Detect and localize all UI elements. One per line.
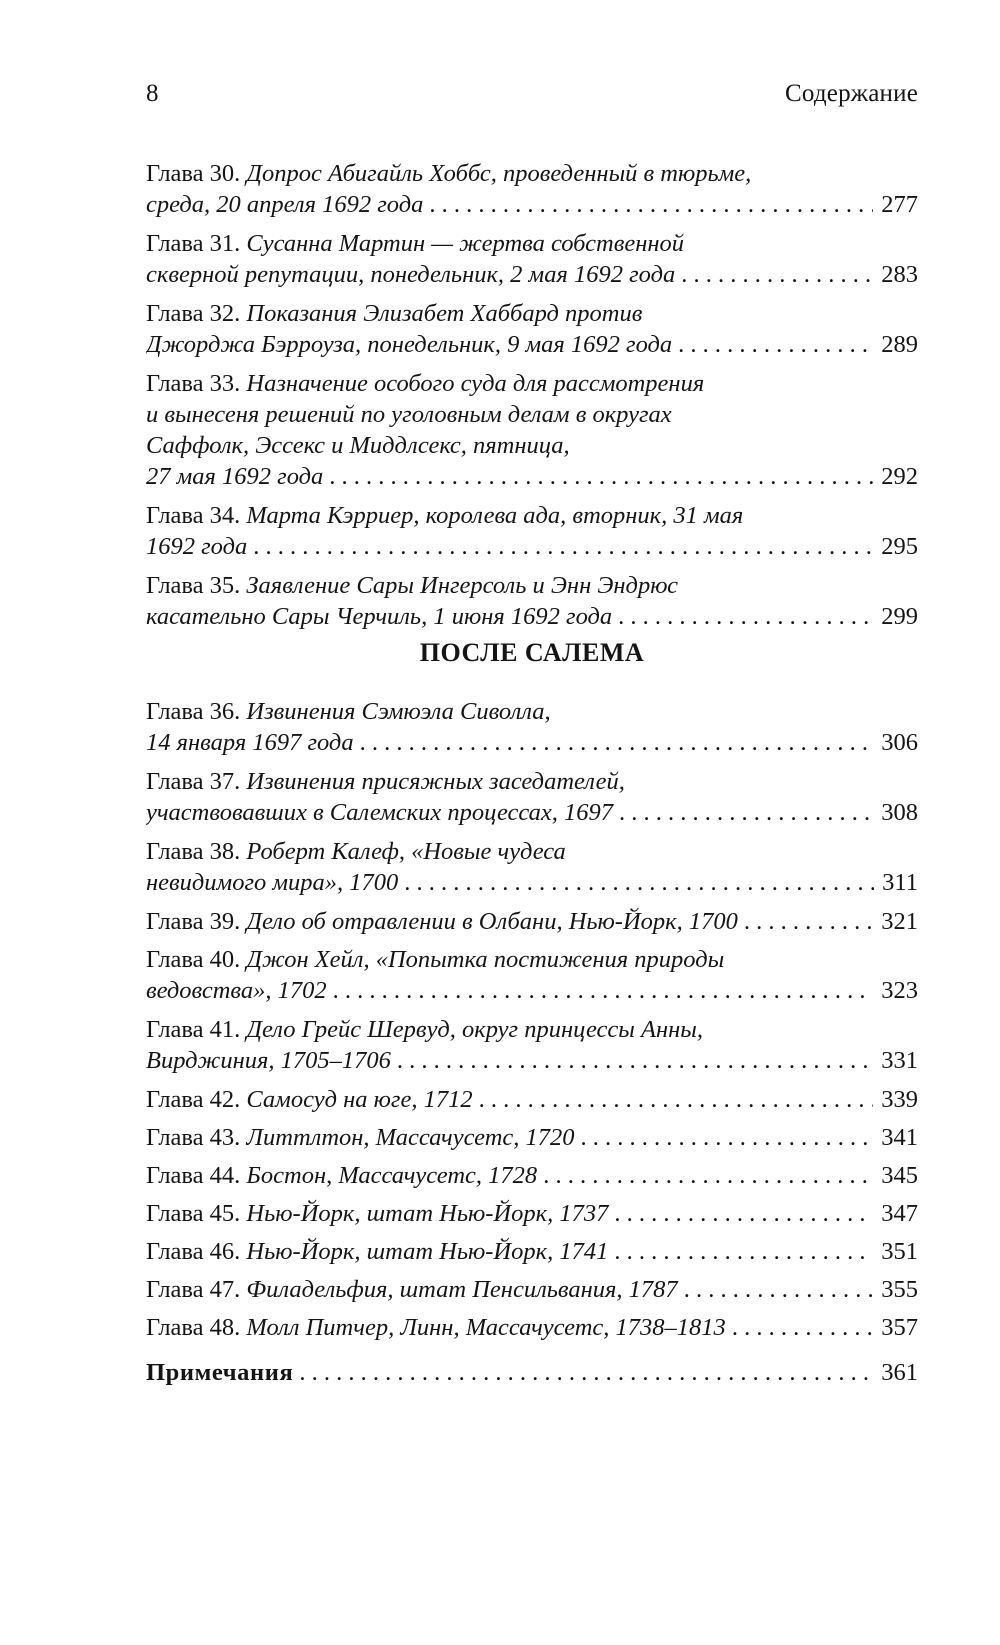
entry-text — [146, 1016, 703, 1043]
entry-text — [146, 432, 570, 459]
chapter-title: Показания Элизабет Хаббард против — [246, 300, 643, 327]
dot-leader — [360, 727, 874, 758]
toc-entry — [146, 368, 918, 492]
chapter-title: Сусанна Мартин — жертва собственной — [246, 230, 685, 257]
toc-entry — [146, 1274, 918, 1305]
dot-leader — [253, 531, 873, 562]
entry-text — [146, 1312, 726, 1343]
chapter-title: Допрос Абигайль Хоббс, проведенный в тюрьме, — [246, 160, 752, 187]
chapter-label: Глава 41. — [146, 1016, 241, 1043]
chapter-title: Молл Питчер, Линн, Массачусетс, 1738–1813 — [246, 1314, 726, 1341]
chapter-title: Вирджиния, 1705–1706 — [146, 1047, 391, 1074]
page-number: 283 — [881, 261, 918, 288]
chapter-title: Самосуд на юге, 1712 — [246, 1086, 473, 1113]
page-number: 345 — [881, 1162, 918, 1189]
chapter-label: Глава 45. — [146, 1200, 241, 1227]
chapter-title: Джон Хейл, «Попытка постижения природы — [246, 946, 725, 973]
chapter-title: 14 января 1697 года — [146, 729, 354, 756]
toc-line — [146, 570, 918, 601]
dot-leader — [397, 1045, 873, 1076]
toc-line — [146, 944, 918, 975]
toc-line — [146, 430, 918, 461]
toc-entry — [146, 1236, 918, 1267]
entry-text — [146, 1236, 608, 1267]
toc-line — [146, 298, 918, 329]
toc-entry — [146, 836, 918, 898]
running-head — [146, 80, 918, 108]
dot-leader — [619, 797, 873, 828]
chapter-title: Извинения Сэмюэла Сиволла, — [246, 698, 551, 725]
entry-text — [146, 230, 684, 257]
toc-line — [146, 259, 918, 290]
page-number: 355 — [881, 1276, 918, 1303]
toc-line — [146, 1236, 918, 1267]
chapter-label: Глава 43. — [146, 1124, 241, 1151]
toc-list-before — [146, 158, 918, 640]
page-number: 289 — [881, 331, 918, 358]
chapter-label: Глава 35. — [146, 572, 241, 599]
chapter-label: Глава 39. — [146, 908, 241, 935]
notes-line — [146, 1357, 918, 1388]
dot-leader — [614, 1198, 873, 1229]
entry-text — [146, 838, 566, 865]
toc-entry — [146, 766, 918, 828]
chapter-label: Глава 30. — [146, 160, 241, 187]
page-number: 357 — [881, 1314, 918, 1341]
chapter-label: Глава 40. — [146, 946, 241, 973]
entry-text — [146, 1160, 537, 1191]
page-number: 341 — [881, 1124, 918, 1151]
toc-line — [146, 1045, 918, 1076]
toc-line — [146, 461, 918, 492]
chapter-label: Глава 31. — [146, 230, 241, 257]
toc-line — [146, 329, 918, 360]
toc-entry — [146, 500, 918, 562]
chapter-title: ведовства», 1702 — [146, 977, 327, 1004]
toc-line — [146, 727, 918, 758]
entry-text — [146, 867, 398, 898]
chapter-title: Дело Грейс Шервуд, округ принцессы Анны, — [246, 1016, 703, 1043]
chapter-label: Глава 48. — [146, 1314, 241, 1341]
entry-text — [146, 975, 327, 1006]
notes-entry — [146, 1357, 918, 1388]
entry-text — [146, 1122, 575, 1153]
toc-line — [146, 399, 918, 430]
toc-line — [146, 906, 918, 937]
chapter-title: Роберт Калеф, «Новые чудеса — [246, 838, 566, 865]
toc-list-after — [146, 696, 918, 1350]
chapter-label: Глава 36. — [146, 698, 241, 725]
toc-line — [146, 1198, 918, 1229]
entry-text — [146, 906, 738, 937]
toc-line — [146, 158, 918, 189]
entry-text — [146, 768, 625, 795]
entry-text — [146, 601, 612, 632]
chapter-title: Извинения присяжных заседателей, — [246, 768, 625, 795]
dot-leader — [333, 975, 874, 1006]
entry-text — [146, 797, 613, 828]
page-number: 295 — [881, 533, 918, 560]
page-number: 306 — [881, 729, 918, 756]
chapter-label: Глава 42. — [146, 1086, 241, 1113]
entry-text — [146, 189, 423, 220]
toc-line — [146, 228, 918, 259]
toc-line — [146, 368, 918, 399]
notes-page-number: 361 — [881, 1359, 918, 1386]
dot-leader — [404, 867, 874, 898]
entry-text — [146, 946, 724, 973]
toc-entry — [146, 228, 918, 290]
chapter-title: среда, 20 апреля 1692 года — [146, 191, 424, 218]
page-number: 321 — [881, 908, 918, 935]
toc-line — [146, 975, 918, 1006]
chapter-title: Филадельфия, штат Пенсильвания, 1787 — [246, 1276, 678, 1303]
toc-entry — [146, 570, 918, 632]
chapter-title: Бостон, Массачусетс, 1728 — [246, 1162, 538, 1189]
toc-entry — [146, 944, 918, 1006]
entry-text — [146, 531, 247, 562]
toc-entry — [146, 1014, 918, 1076]
page-number: 299 — [881, 603, 918, 630]
page-number: 339 — [881, 1086, 918, 1113]
chapter-label: Глава 32. — [146, 300, 241, 327]
chapter-title: касательно Сары Черчиль, 1 июня 1692 года — [146, 603, 613, 630]
chapter-title: скверной репутации, понедельник, 2 мая 1692 года — [146, 261, 676, 288]
entry-text — [146, 1045, 391, 1076]
entry-text — [146, 329, 672, 360]
notes-label: Примечания — [146, 1359, 294, 1386]
chapter-title: Марта Кэрриер, королева ада, вторник, 31 мая — [246, 502, 744, 529]
toc-entry — [146, 298, 918, 360]
page-number: 323 — [881, 977, 918, 1004]
dot-leader — [684, 1274, 874, 1305]
dot-leader — [618, 601, 873, 632]
page-number: 347 — [881, 1200, 918, 1227]
chapter-title: 27 мая 1692 года — [146, 463, 324, 490]
entry-text — [146, 698, 551, 725]
toc-entry — [146, 158, 918, 220]
dot-leader — [681, 259, 873, 290]
dot-leader — [614, 1236, 873, 1267]
toc-line — [146, 766, 918, 797]
page-number: 308 — [881, 799, 918, 826]
chapter-title: Нью-Йорк, штат Нью-Йорк, 1737 — [246, 1200, 609, 1227]
entry-text — [146, 572, 678, 599]
entry-text — [146, 259, 675, 290]
chapter-label: Глава 38. — [146, 838, 241, 865]
entry-text — [146, 1084, 473, 1115]
chapter-title: Саффолк, Эссекс и Миддлсекс, пятница, — [146, 432, 570, 459]
page-number: 351 — [881, 1238, 918, 1265]
entry-text — [146, 401, 672, 428]
running-title: Содержание — [785, 80, 918, 107]
chapter-label: Глава 46. — [146, 1238, 241, 1265]
entry-text — [146, 502, 743, 529]
chapter-label: Глава 34. — [146, 502, 241, 529]
chapter-title: Литтлтон, Массачусетс, 1720 — [246, 1124, 575, 1151]
page-number: 277 — [881, 191, 918, 218]
dot-leader — [299, 1357, 873, 1388]
toc-line — [146, 601, 918, 632]
toc-entry — [146, 1198, 918, 1229]
toc-line — [146, 1014, 918, 1045]
chapter-title: 1692 года — [146, 533, 248, 560]
page-number: 292 — [881, 463, 918, 490]
page-number: 8 — [146, 80, 159, 107]
entry-text — [146, 461, 323, 492]
chapter-label: Глава 44. — [146, 1162, 241, 1189]
toc-line — [146, 836, 918, 867]
chapter-title: Джорджа Бэрроуза, понедельник, 9 мая 1692 года — [146, 331, 673, 358]
toc-entry — [146, 1312, 918, 1343]
chapter-label: Глава 47. — [146, 1276, 241, 1303]
dot-leader — [678, 329, 873, 360]
dot-leader — [543, 1160, 873, 1191]
dot-leader — [429, 189, 873, 220]
toc-line — [146, 1084, 918, 1115]
dot-leader — [581, 1122, 874, 1153]
toc-entry — [146, 1122, 918, 1153]
dot-leader — [744, 906, 873, 937]
dot-leader — [329, 461, 873, 492]
chapter-title: Назначение особого суда для рассмотрения — [246, 370, 705, 397]
toc-line — [146, 797, 918, 828]
toc-line — [146, 189, 918, 220]
toc-line — [146, 696, 918, 727]
toc-line — [146, 1122, 918, 1153]
dot-leader — [732, 1312, 873, 1343]
toc-entry — [146, 696, 918, 758]
page-number: 311 — [882, 869, 918, 896]
toc-entry — [146, 1084, 918, 1115]
chapter-title: невидимого мира», 1700 — [146, 869, 399, 896]
section-heading: ПОСЛЕ САЛЕМА — [419, 638, 645, 667]
chapter-label: Глава 37. — [146, 768, 241, 795]
entry-text — [146, 160, 751, 187]
page-number: 331 — [881, 1047, 918, 1074]
entry-text — [146, 370, 704, 397]
entry-text — [146, 1198, 608, 1229]
toc-line — [146, 1160, 918, 1191]
chapter-title: и вынесеня решений по уголовным делам в округах — [146, 401, 672, 428]
dot-leader — [479, 1084, 874, 1115]
toc-line — [146, 500, 918, 531]
chapter-title: Заявление Сары Ингерсоль и Энн Эндрюс — [246, 572, 679, 599]
chapter-title: Дело об отравлении в Олбани, Нью-Йорк, 1700 — [246, 908, 738, 935]
toc-line — [146, 1274, 918, 1305]
entry-text — [146, 727, 354, 758]
toc-line — [146, 1312, 918, 1343]
toc-entry — [146, 906, 918, 937]
toc-line — [146, 867, 918, 898]
chapter-title: Нью-Йорк, штат Нью-Йорк, 1741 — [246, 1238, 609, 1265]
entry-text — [146, 1274, 678, 1305]
chapter-title: участвовавших в Салемских процессах, 1697 — [146, 799, 613, 826]
toc-entry — [146, 1160, 918, 1191]
entry-text — [146, 300, 642, 327]
chapter-label: Глава 33. — [146, 370, 241, 397]
toc-line — [146, 531, 918, 562]
